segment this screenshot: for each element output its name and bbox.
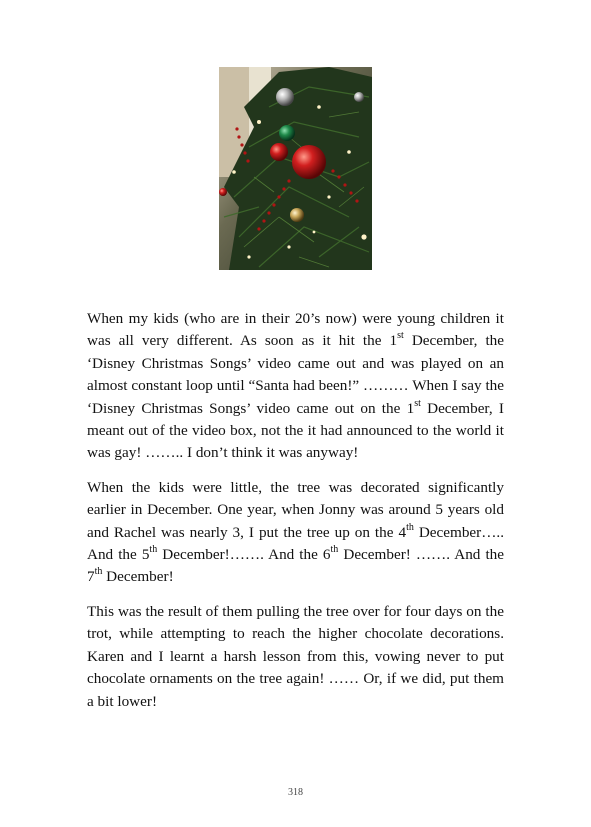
paragraph-text: When my kids (who are in their 20’s now) were young children it was all very different. As soon as it hit the 1	[87, 310, 504, 350]
paragraph	[87, 477, 504, 589]
ordinal-superscript: th	[149, 544, 158, 556]
ordinal-superscript: st	[414, 397, 421, 409]
paragraph	[87, 308, 504, 465]
paragraph	[87, 601, 504, 713]
christmas-tree-photo	[219, 67, 372, 270]
paragraph-text: This was the result of them pulling the tree over for four days on the trot, while attempting to reach the higher chocolate decorations. Karen and I learnt a harsh lesson from this, vowing never to put chocolate ornaments on the tree again! …… Or, if we did, put them a bit lower!	[87, 602, 504, 710]
paragraph-text: December, the ‘Disney Christmas Songs’ video came out and was played on an almost constant loop until “Santa had been!” ……… When I say the ‘Disney Christmas Songs’ video came out on the 1	[87, 332, 505, 417]
page-number: 318	[288, 787, 303, 798]
paragraph-text: When the kids were little, the tree was decorated significantly earlier in December. One year, when Jonny was around 5 years old and Rachel was nearly 3, I put the tree up on the 4	[87, 478, 504, 541]
paragraph-text: December, I meant out of the video box, not the it had announced to the world it was gay! …….. I don’t think it was anyway!	[87, 399, 504, 462]
paragraph-text: December!……. And the 6	[157, 546, 331, 564]
ordinal-superscript: st	[397, 330, 404, 342]
ordinal-superscript: th	[94, 566, 103, 578]
ordinal-superscript: th	[330, 544, 339, 556]
christmas-tree-image	[219, 67, 372, 270]
paragraph-text: December….. And the 5	[87, 523, 504, 564]
ordinal-superscript: th	[406, 521, 414, 533]
page-body	[87, 308, 504, 725]
paragraph-text: December! ……. And the 7	[87, 546, 505, 586]
paragraph-text: December!	[102, 568, 174, 586]
